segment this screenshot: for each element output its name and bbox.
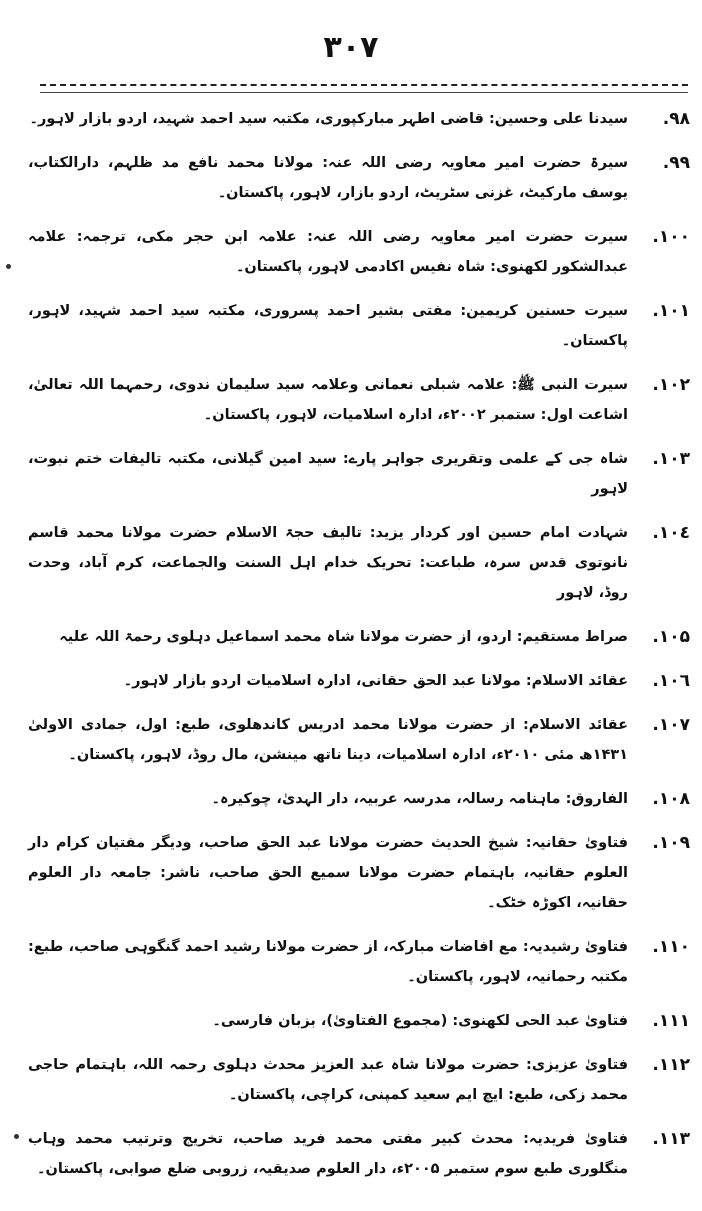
entry-number: ۱۰۰. bbox=[652, 227, 690, 247]
bibliography-entry bbox=[28, 444, 690, 504]
entry-text: سیرت حضرت امیر معاویہ رضی اللہ عنہ: علامہ ابن حجر مکی، ترجمہ: علامہ عبدالشکور لکھنوی: شاہ نفیس اکادمی لاہور، پاکستان۔ bbox=[28, 229, 628, 275]
bibliography-entry bbox=[28, 104, 690, 134]
entry-number: ۱۰۵. bbox=[652, 627, 690, 647]
entry-text: فتاویٰ فریدیہ: محدث کبیر مفتی محمد فرید صاحب، تخریج وترتیب محمد وہاب منگلوری طبع سوم ستمبر ۲۰۰۵ء، دار العلوم صدیقیہ، زروبی ضلع صوابی، پاکستان۔ bbox=[28, 1131, 628, 1177]
entry-number: ۱۰٤. bbox=[652, 523, 690, 543]
entry-text: سیدنا علی وحسین: قاضی اطہر مبارکپوری، مکتبہ سید احمد شہید، اردو بازار لاہور۔ bbox=[29, 111, 628, 127]
entry-number: ۱۱۱. bbox=[652, 1011, 690, 1031]
bibliography-entry bbox=[28, 784, 690, 814]
entry-text: سیرۃ حضرت امیر معاویہ رضی اللہ عنہ: مولانا محمد نافع مد ظلہم، دارالکتاب، یوسف مارکیٹ، غزنی سٹریٹ، اردو بازار، لاہور، پاکستان۔ bbox=[28, 155, 628, 201]
bibliography-entry bbox=[28, 666, 690, 696]
scan-speck bbox=[14, 1134, 19, 1139]
bibliography-entry bbox=[28, 148, 690, 208]
entry-number: ۱۰۳. bbox=[652, 449, 690, 469]
entry-number: ۹۸. bbox=[662, 109, 690, 129]
bibliography-entry bbox=[28, 518, 690, 608]
entry-number: ۱۰۲. bbox=[652, 375, 690, 395]
entry-number: ۱۰۸. bbox=[652, 789, 690, 809]
page-number: ۳۰۷ bbox=[323, 30, 379, 65]
bibliography-entry bbox=[28, 1006, 690, 1036]
entry-text: فتاویٰ حقانیہ: شیخ الحدیث حضرت مولانا عبد الحق صاحب، ودیگر مفتیان کرام دار العلوم حقانیہ، باہتمام حضرت مولانا سمیع الحق صاحب، ناشر: جامعہ دار العلوم حقانیہ، اکوڑہ خٹک۔ bbox=[28, 835, 628, 911]
bibliography-list bbox=[28, 104, 690, 1198]
entry-number: ۱۰۱. bbox=[652, 301, 690, 321]
entry-number: ۱۰٦. bbox=[652, 671, 690, 691]
scan-speck bbox=[6, 264, 11, 269]
bibliography-entry bbox=[28, 932, 690, 992]
entry-text: فتاویٰ رشیدیہ: مع افاضات مبارکہ، از حضرت مولانا رشید احمد گنگوہی صاحب، طبع: مکتبہ رحمانیہ، لاہور، پاکستان۔ bbox=[28, 939, 628, 985]
header-divider-underline bbox=[40, 92, 688, 93]
bibliography-entry bbox=[28, 222, 690, 282]
entry-number: ۱۱۳. bbox=[652, 1129, 690, 1149]
entry-number: ۱۱۲. bbox=[652, 1055, 690, 1075]
header-divider bbox=[40, 84, 688, 86]
entry-text: عقائد الاسلام: از حضرت مولانا محمد ادریس کاندھلوی، طبع: اول، جمادی الاولیٰ ۱۴۳۱ھ مئی ۲۰۱۰ء، ادارہ اسلامیات، دینا ناتھ مینشن، مال روڈ، لاہور، پاکستان۔ bbox=[28, 717, 628, 763]
entry-text: شہادت امام حسین اور کردار یزید: تالیف حجۃ الاسلام حضرت مولانا محمد قاسم نانوتوی قدس سرہ، طباعت: تحریک خدام اہل السنت والجماعت، کرم آباد، وحدت روڈ، لاہور bbox=[28, 525, 628, 601]
entry-text: فتاویٰ عزیزی: حضرت مولانا شاہ عبد العزیز محدث دہلوی رحمہ اللہ، باہتمام حاجی محمد زکی، طبع: ایچ ایم سعید کمپنی، کراچی، پاکستان۔ bbox=[28, 1057, 628, 1103]
entry-text: فتاویٰ عبد الحی لکھنوی: (مجموع الفتاویٰ)، بزبان فارسی۔ bbox=[212, 1013, 628, 1029]
entry-text: عقائد الاسلام: مولانا عبد الحق حقانی، ادارہ اسلامیات اردو بازار لاہور۔ bbox=[123, 673, 628, 689]
bibliography-entry bbox=[28, 828, 690, 918]
entry-text: سیرت حسنین کریمین: مفتی بشیر احمد پسروری، مکتبہ سید احمد شہید، لاہور، پاکستان۔ bbox=[28, 303, 628, 349]
bibliography-entry bbox=[28, 1124, 690, 1184]
entry-number: ۱۰۷. bbox=[652, 715, 690, 735]
bibliography-entry bbox=[28, 296, 690, 356]
entry-number: ۱۰۹. bbox=[652, 833, 690, 853]
entry-text: سیرت النبی ﷺ: علامہ شبلی نعمانی وعلامہ سید سلیمان ندوی، رحمہما اللہ تعالیٰ، اشاعت اول: ستمبر ۲۰۰۲ء، ادارہ اسلامیات، لاہور، پاکستان۔ bbox=[28, 377, 628, 423]
bibliography-entry bbox=[28, 1050, 690, 1110]
entry-text: صراط مستقیم: اردو، از حضرت مولانا شاہ محمد اسماعیل دہلوی رحمۃ اللہ علیہ bbox=[59, 629, 628, 645]
entry-number: ۹۹. bbox=[662, 153, 690, 173]
entry-text: شاہ جی کے علمی وتقریری جواہر پارے: سید امین گیلانی، مکتبہ تالیفات ختم نبوت، لاہور bbox=[28, 451, 628, 497]
bibliography-entry bbox=[28, 370, 690, 430]
bibliography-entry bbox=[28, 622, 690, 652]
bibliography-entry bbox=[28, 710, 690, 770]
entry-text: الفاروق: ماہنامہ رسالہ، مدرسہ عربیہ، دار الہدیٰ، چوکیرہ۔ bbox=[211, 791, 628, 807]
entry-number: ۱۱۰. bbox=[652, 937, 690, 957]
